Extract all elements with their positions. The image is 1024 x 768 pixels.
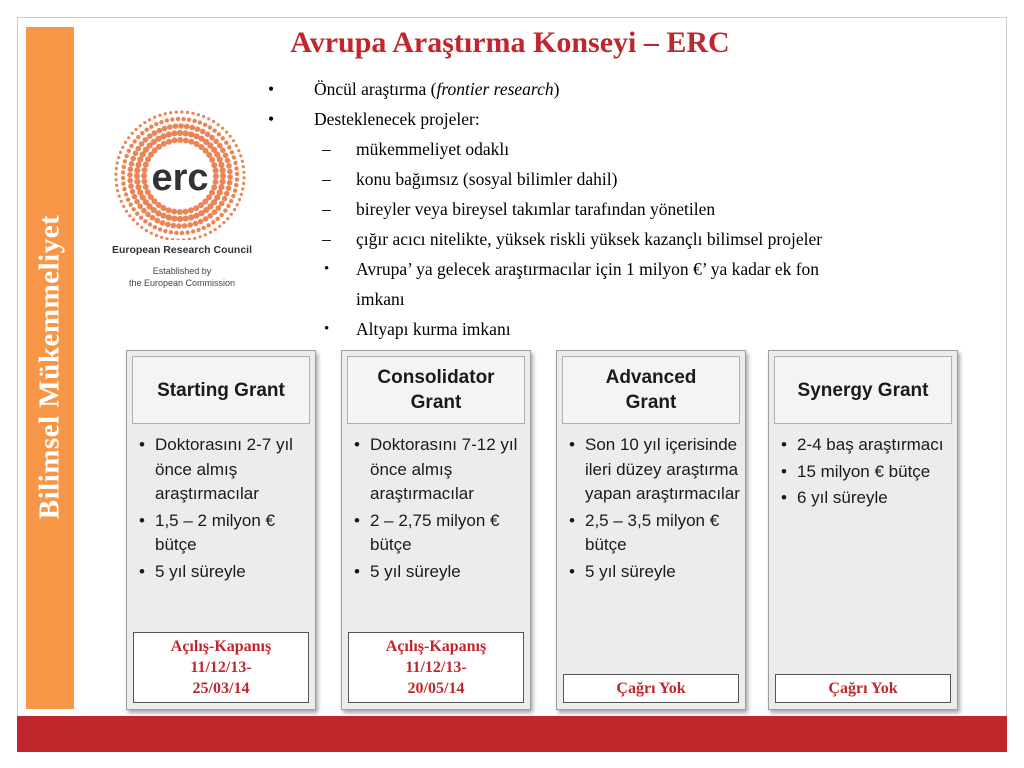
logo-dot — [227, 180, 233, 186]
logo-dot — [176, 117, 180, 121]
no-call-note: Çağrı Yok — [775, 674, 951, 703]
logo-dot — [136, 135, 140, 139]
logo-dot — [178, 123, 184, 129]
erc-logo — [96, 110, 268, 300]
logo-dot — [166, 214, 172, 220]
logo-dot — [188, 238, 191, 240]
logo-dot — [150, 232, 153, 235]
logo-dot — [160, 236, 163, 239]
logo-dot — [216, 217, 220, 221]
logo-dot — [191, 112, 194, 115]
logo-dot — [132, 218, 135, 221]
logo-dot — [177, 216, 183, 222]
logo-dot — [217, 156, 223, 162]
logo-dot — [211, 162, 217, 168]
logo-dot — [239, 154, 242, 157]
card-bullet: • 2 – 2,75 milyon € bütçe — [354, 509, 526, 558]
grant-card-advanced — [556, 350, 746, 710]
logo-dot — [208, 125, 212, 129]
logo-dot — [200, 129, 206, 135]
logo-dot — [234, 183, 238, 187]
logo-dot — [139, 124, 142, 127]
logo-dot — [115, 167, 118, 170]
logo-dot — [116, 161, 119, 164]
logo-dot — [122, 165, 126, 169]
logo-dot — [163, 229, 167, 233]
logo-dot — [145, 229, 148, 232]
logo-dot — [205, 132, 211, 138]
logo-dot — [188, 207, 194, 213]
logo-dot — [116, 189, 119, 192]
logo-dot — [142, 167, 148, 173]
logo-dot — [204, 233, 207, 236]
logo-dot — [127, 178, 133, 184]
logo-dot — [198, 120, 202, 124]
logo-dot — [141, 208, 147, 214]
logo-dot — [209, 135, 215, 141]
logo-dot — [235, 172, 239, 176]
logo-dot — [143, 121, 146, 124]
logo-dot — [126, 198, 130, 202]
logo-dot — [233, 188, 237, 192]
logo-dot — [218, 225, 221, 228]
logo-dot — [176, 223, 182, 229]
logo-dot — [230, 213, 233, 216]
logo-dot — [222, 196, 228, 202]
logo-dot — [165, 222, 171, 228]
logo-dot — [120, 200, 123, 203]
card-bullet: • 5 yıl süreyle — [354, 560, 526, 585]
card-body — [139, 433, 311, 586]
logo-dot — [124, 192, 128, 196]
logo-dot — [206, 223, 210, 227]
logo-dot — [193, 213, 199, 219]
logo-dot — [229, 199, 233, 203]
logo-dot — [166, 131, 172, 137]
card-body — [781, 433, 953, 513]
logo-dot — [209, 231, 212, 234]
logo-dot — [227, 174, 233, 180]
logo-dot — [183, 216, 189, 222]
logo-dot — [124, 141, 127, 144]
card-bullet: • 5 yıl süreyle — [569, 560, 741, 585]
card-body — [569, 433, 741, 586]
logo-dot — [135, 184, 141, 190]
logo-dot — [171, 130, 177, 136]
logo-dot — [216, 205, 222, 211]
logo-dot — [177, 238, 180, 240]
logo-dot — [143, 162, 149, 168]
logo-dot — [128, 167, 134, 173]
logo-dot — [149, 125, 153, 129]
sub-bullet-item: – konu bağımsız (sosyal bilimler dahil) — [268, 164, 822, 194]
logo-dot — [121, 176, 125, 180]
logo-dot — [193, 205, 199, 211]
logo-dot — [143, 184, 149, 190]
sub-bullet-item: • Altyapı kurma imkanı — [268, 314, 822, 344]
logo-dot — [232, 155, 236, 159]
logo-dot — [182, 238, 185, 240]
logo-dot — [141, 178, 147, 184]
logo-dot — [165, 237, 168, 240]
grant-card-synergy — [768, 350, 958, 710]
logo-dot — [236, 203, 239, 206]
logo-dot — [223, 153, 229, 159]
side-label: Bilimsel Mükemmeliyet — [33, 214, 66, 520]
logo-established-line1: Established by — [152, 266, 212, 276]
logo-org-name: European Research Council — [111, 244, 253, 256]
logo-dot — [242, 182, 245, 185]
grant-card-starting — [126, 350, 316, 710]
logo-dot — [230, 150, 234, 154]
logo-dot — [122, 187, 126, 191]
logo-dot — [155, 218, 161, 224]
logo-dot — [185, 230, 189, 234]
logo-dot — [182, 209, 188, 215]
bullet-item: • Desteklenecek projeler: — [268, 104, 822, 134]
logo-dot — [160, 220, 166, 226]
logo-dot — [226, 185, 232, 191]
logo-dot — [119, 151, 122, 154]
logo-dot — [227, 145, 231, 149]
logo-dot — [188, 139, 194, 145]
logo-dot — [125, 210, 128, 213]
logo-dot — [134, 199, 140, 205]
logo-dot — [212, 209, 218, 215]
logo-dot — [229, 135, 232, 138]
logo-dot — [232, 139, 235, 142]
logo-dot — [166, 207, 172, 213]
card-bullet: • 5 yıl süreyle — [139, 560, 311, 585]
card-bullet: • 2-4 baş araştırmacı — [781, 433, 953, 458]
logo-dot — [171, 238, 174, 240]
logo-dot — [214, 228, 217, 231]
logo-dot — [237, 149, 240, 152]
logo-dot — [182, 223, 188, 229]
logo-dot — [234, 166, 238, 170]
logo-dot — [152, 130, 158, 136]
card-bullet: • 2,5 – 3,5 milyon € bütçe — [569, 509, 741, 558]
logo-dot — [212, 129, 216, 133]
logo-dot — [150, 215, 156, 221]
logo-dot — [218, 184, 224, 190]
dash-marker: – — [322, 199, 331, 219]
logo-dot — [145, 189, 151, 195]
logo-dot — [122, 205, 125, 208]
logo-dot — [196, 228, 200, 232]
logo-dot — [213, 173, 219, 179]
logo-dot — [128, 214, 131, 217]
logo-dot — [115, 184, 118, 187]
logo-dot — [137, 204, 143, 210]
logo-dot — [129, 144, 133, 148]
logo-dot — [238, 198, 241, 201]
logo-dot — [139, 216, 143, 220]
logo-dot — [226, 204, 230, 208]
logo-dot — [115, 178, 118, 181]
logo-dot — [136, 146, 142, 152]
logo-dot — [135, 162, 141, 168]
card-bullet: • 6 yıl süreyle — [781, 486, 953, 511]
logo-dot — [148, 118, 151, 121]
card-bullet: • 1,5 – 2 milyon € bütçe — [139, 509, 311, 558]
logo-dot — [184, 124, 190, 130]
logo-dot — [170, 117, 174, 121]
logo-dot — [193, 237, 196, 240]
logo-dot — [226, 217, 229, 220]
logo-dot — [212, 120, 215, 123]
logo-dot — [217, 123, 220, 126]
bullet-marker: • — [324, 261, 330, 277]
logo-dot — [218, 162, 224, 168]
logo-dot — [213, 139, 219, 145]
logo-dot — [242, 165, 245, 168]
logo-dot — [147, 133, 153, 139]
logo-dot — [203, 216, 209, 222]
logo-dot — [207, 117, 210, 120]
logo-dot — [148, 222, 152, 226]
logo-dot — [134, 173, 140, 179]
logo-dot — [183, 130, 189, 136]
logo-dot — [127, 172, 133, 178]
card-bullet: • Doktorasını 7-12 yıl önce almış araştırmacılar — [354, 433, 526, 507]
logo-dot — [132, 207, 136, 211]
logo-dot — [195, 126, 201, 132]
logo-dot — [139, 141, 145, 147]
logo-dot — [225, 158, 231, 164]
logo-dot — [180, 110, 183, 113]
logo-dot — [189, 125, 195, 131]
logo-dot — [157, 128, 163, 134]
card-title: Advanced Grant — [562, 356, 740, 424]
sub-bullet-item: – mükemmeliyet odaklı — [268, 134, 822, 164]
logo-dot — [177, 209, 183, 215]
logo-dot — [153, 225, 157, 229]
erc-logo-letters: erc — [151, 157, 209, 199]
logo-dot — [224, 141, 228, 145]
logo-dot — [128, 183, 134, 189]
logo-dot — [222, 221, 225, 224]
logo-dot — [220, 167, 226, 173]
logo-dot — [155, 234, 158, 237]
logo-dot — [134, 179, 140, 185]
dash-marker: – — [322, 169, 331, 189]
logo-dot — [233, 208, 236, 211]
logo-dot — [217, 132, 221, 136]
logo-dot — [145, 212, 151, 218]
logo-dot — [211, 220, 215, 224]
logo-dot — [158, 227, 162, 231]
logo-dot — [225, 131, 228, 134]
logo-dot — [159, 120, 163, 124]
logo-dot — [202, 115, 205, 118]
dash-marker: – — [322, 229, 331, 249]
logo-dot — [177, 137, 183, 143]
logo-dot — [134, 167, 140, 173]
call-dates-note: Açılış-Kapanış 11/12/13- 25/03/14 — [133, 632, 309, 703]
logo-dot — [151, 198, 157, 204]
card-title: Consolidator Grant — [347, 356, 525, 424]
logo-dot — [136, 222, 139, 225]
logo-dot — [187, 222, 193, 228]
logo-dot — [186, 111, 189, 114]
logo-dot — [192, 119, 196, 123]
logo-dot — [133, 151, 139, 157]
logo-dot — [121, 146, 124, 149]
logo-dot — [242, 176, 245, 179]
logo-dot — [209, 157, 215, 163]
logo-dot — [197, 113, 200, 116]
bullet-marker: • — [268, 109, 275, 129]
logo-dot — [177, 130, 183, 136]
grant-card-consolidator — [341, 350, 531, 710]
dash-marker: – — [322, 139, 331, 159]
card-bullet: • 15 milyon € bütçe — [781, 460, 953, 485]
logo-dot — [135, 128, 138, 131]
logo-dot — [231, 194, 235, 198]
logo-dot — [165, 118, 169, 122]
logo-dot — [117, 156, 120, 159]
logo-dot — [199, 235, 202, 238]
logo-dot — [137, 189, 143, 195]
logo-dot — [135, 212, 139, 216]
logo-dot — [220, 179, 226, 185]
logo-dot — [183, 138, 189, 144]
logo-dot — [220, 213, 224, 217]
logo-dot — [141, 173, 147, 179]
erc-logo-mark — [96, 110, 268, 240]
logo-dot — [160, 133, 166, 139]
logo-dot — [181, 117, 185, 121]
logo-dot — [227, 169, 233, 175]
logo-dot — [143, 219, 147, 223]
card-title: Synergy Grant — [774, 356, 952, 424]
logo-dot — [127, 136, 130, 139]
card-title: Starting Grant — [132, 356, 310, 424]
bullet-list — [268, 74, 822, 344]
logo-dot — [221, 136, 225, 140]
logo-dot — [241, 160, 244, 163]
card-bullet: • Son 10 yıl içerisinde ileri düzey araştırma yapan araştırmacılar — [569, 433, 741, 507]
logo-dot — [226, 163, 232, 169]
logo-dot — [123, 159, 127, 163]
logo-dot — [211, 184, 217, 190]
logo-dot — [129, 202, 133, 206]
logo-dot — [167, 124, 173, 130]
no-call-note: Çağrı Yok — [563, 674, 739, 703]
logo-dot — [164, 112, 167, 115]
logo-dot — [219, 201, 225, 207]
logo-dot — [193, 221, 199, 227]
logo-dot — [140, 226, 143, 229]
bullet-item: • Öncül araştırma (frontier research) — [268, 74, 822, 104]
logo-dot — [154, 122, 158, 126]
logo-dot — [166, 139, 172, 145]
logo-dot — [127, 149, 131, 153]
card-body — [354, 433, 526, 586]
logo-dot — [114, 173, 117, 176]
logo-dot — [235, 144, 238, 147]
logo-dot — [118, 195, 121, 198]
sub-bullet-continuation: imkanı — [356, 289, 405, 309]
bottom-band — [17, 716, 1007, 752]
logo-dot — [132, 194, 138, 200]
logo-dot — [175, 111, 178, 114]
slide-title: Avrupa Araştırma Konseyi – ERC — [290, 26, 730, 59]
logo-dot — [203, 123, 207, 127]
logo-established-line2: the European Commission — [128, 278, 236, 288]
logo-dot — [188, 131, 194, 137]
logo-dot — [220, 173, 226, 179]
logo-dot — [242, 171, 245, 174]
logo-dot — [133, 139, 137, 143]
logo-dot — [180, 231, 184, 235]
logo-dot — [172, 137, 178, 143]
logo-dot — [221, 127, 224, 130]
logo-dot — [198, 219, 204, 225]
logo-dot — [223, 208, 227, 212]
logo-dot — [224, 191, 230, 197]
logo-dot — [220, 148, 226, 154]
logo-dot — [131, 132, 134, 135]
logo-dot — [174, 231, 178, 235]
bullet-marker: • — [268, 79, 275, 99]
logo-dot — [173, 123, 179, 129]
logo-dot — [158, 114, 161, 117]
sub-bullet-item: • Avrupa’ ya gelecek araştırmacılar için 1 milyon €’ ya kadar ek fon — [268, 254, 822, 284]
logo-dot — [130, 189, 136, 195]
logo-dot — [240, 193, 243, 196]
sub-bullet-item: – çığır acıcı nitelikte, yüksek riskli yüksek kazançlı bilimsel projeler — [268, 224, 822, 254]
logo-dot — [187, 118, 191, 122]
logo-dot — [213, 179, 219, 185]
logo-dot — [153, 116, 156, 119]
logo-dot — [143, 137, 149, 143]
logo-dot — [121, 181, 125, 185]
logo-dot — [208, 213, 214, 219]
bullet-marker: • — [324, 321, 330, 337]
logo-dot — [191, 229, 195, 233]
logo-dot — [140, 131, 144, 135]
logo-dot — [121, 170, 125, 174]
logo-dot — [169, 111, 172, 114]
logo-dot — [169, 230, 173, 234]
card-bullet: • Doktorasını 2-7 yıl önce almış araştırmacılar — [139, 433, 311, 507]
logo-dot — [171, 209, 177, 215]
logo-dot — [124, 154, 128, 158]
logo-dot — [241, 187, 244, 190]
logo-dot — [233, 161, 237, 165]
logo-dot — [145, 128, 149, 132]
logo-dot — [217, 143, 223, 149]
logo-dot — [213, 168, 219, 174]
logo-dot — [129, 161, 135, 167]
logo-dot — [202, 226, 206, 230]
sub-bullet-item: – bireyler veya bireysel takımlar tarafından yönetilen — [268, 194, 822, 224]
logo-dot — [171, 216, 177, 222]
logo-dot — [171, 223, 177, 229]
logo-dot — [161, 141, 167, 147]
logo-dot — [235, 177, 239, 181]
logo-dot — [162, 126, 168, 132]
logo-dot — [188, 214, 194, 220]
logo-dot — [130, 156, 136, 162]
call-dates-note: Açılış-Kapanış 11/12/13- 20/05/14 — [348, 632, 524, 703]
